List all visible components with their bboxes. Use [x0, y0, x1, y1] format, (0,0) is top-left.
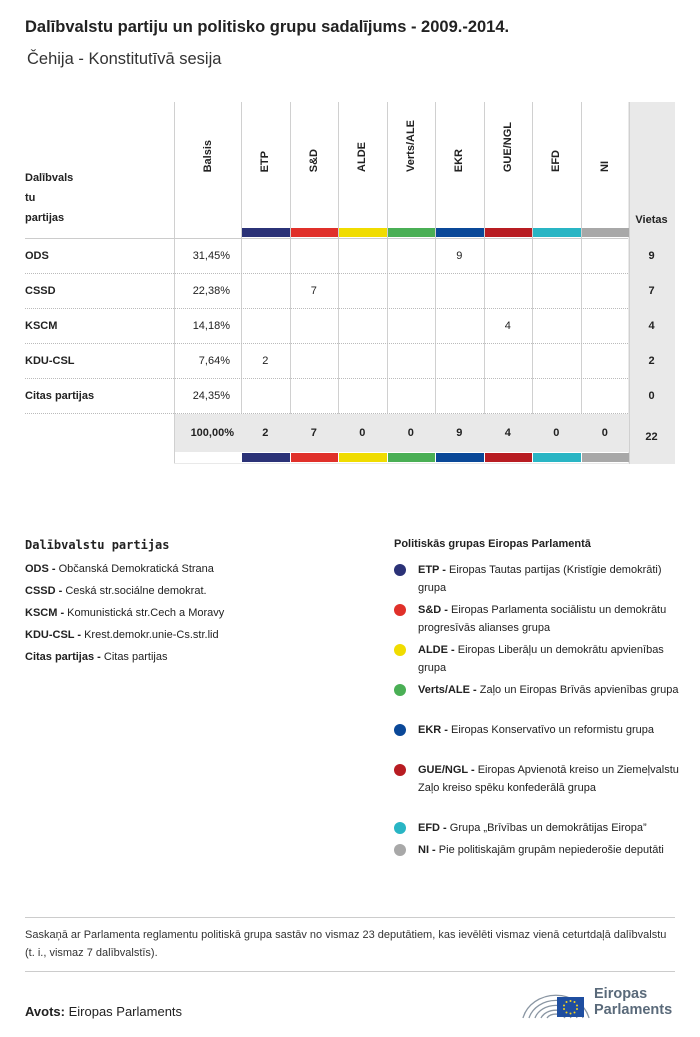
party-name: KSCM — [25, 320, 58, 332]
group-column-header — [484, 102, 533, 232]
group-color-bar — [582, 453, 630, 462]
party-code: KDU-CSL - — [25, 629, 82, 641]
seat-total: 4 — [648, 320, 655, 332]
seat-cell: 4 — [504, 320, 511, 332]
party-legend-item — [25, 607, 224, 619]
group-legend-text — [418, 601, 684, 637]
group-legend-item — [394, 601, 684, 637]
row-divider — [25, 378, 628, 379]
party-full-name: Komunistická str.Cech a Moravy — [67, 607, 225, 619]
group-color-bar — [242, 453, 290, 462]
group-total: 0 — [553, 427, 560, 439]
group-color-bar — [388, 228, 436, 237]
group-legend-item — [394, 819, 684, 837]
group-color-bar — [388, 453, 436, 462]
group-legend-text — [418, 841, 684, 859]
party-code: ODS - — [25, 563, 56, 575]
seat-total: 9 — [648, 250, 655, 262]
group-code: S&D — [307, 148, 320, 172]
seat-cell: 2 — [262, 355, 269, 367]
group-color-dot — [394, 822, 406, 834]
party-code: Citas partijas - — [25, 651, 101, 663]
group-color-dot — [394, 564, 406, 576]
group-total: 2 — [262, 427, 269, 439]
vote-column-header: Balsis — [201, 139, 214, 172]
party-code: CSSD - — [25, 585, 63, 597]
party-full-name: Krest.demokr.unie-Cs.str.lid — [84, 629, 219, 641]
logo-wordmark: Eiropas Parlaments — [594, 986, 673, 1018]
group-color-dot — [394, 844, 406, 856]
group-full-name: Pie politiskajām grupām nepiederošie deputāti — [438, 844, 664, 856]
party-full-name: Ceská str.sociálne demokrat. — [65, 585, 207, 597]
seats-column-header: Vietas — [635, 214, 668, 226]
row-divider — [25, 238, 628, 239]
group-column-header — [435, 102, 484, 232]
group-color-bar — [291, 228, 339, 237]
group-full-name: Grupa „Brīvības un demokrātijas Eiropa” — [449, 822, 647, 834]
vote-share: 31,45% — [192, 250, 230, 262]
seat-cell: 7 — [310, 285, 317, 297]
row-divider — [25, 308, 628, 309]
row-divider — [25, 413, 628, 414]
group-total: 7 — [310, 427, 317, 439]
party-name: Citas partijas — [25, 390, 95, 402]
group-color-dot — [394, 764, 406, 776]
group-full-name: Eiropas Apvienotā kreiso un Ziemeļvalstu Zaļo kreiso spēku konfederālā grupa — [418, 764, 679, 794]
group-code: EFD - — [418, 822, 447, 834]
party-legend-item — [25, 651, 167, 663]
group-code: NI — [598, 161, 611, 172]
group-color-bar — [533, 453, 581, 462]
row-divider — [25, 273, 628, 274]
group-color-bar — [436, 453, 484, 462]
group-legend-text — [418, 561, 684, 597]
group-color-dot — [394, 724, 406, 736]
group-full-name: Zaļo un Eiropas Brīvās apvienības grupa — [479, 684, 679, 696]
divider — [25, 971, 675, 972]
vote-share: 22,38% — [192, 285, 230, 297]
group-column-header — [387, 102, 436, 232]
vote-share: 24,35% — [192, 390, 230, 402]
row-divider — [25, 343, 628, 344]
group-color-bar — [485, 228, 533, 237]
group-legend-item — [394, 561, 684, 597]
group-full-name: Eiropas Konservatīvo un reformistu grupa — [451, 724, 655, 736]
party-code: KSCM - — [25, 607, 65, 619]
group-code: EKR — [453, 148, 466, 172]
party-name: CSSD — [25, 285, 56, 297]
group-total: 0 — [601, 427, 608, 439]
group-total: 9 — [456, 427, 463, 439]
column-divider — [174, 102, 175, 464]
seats-grand-total: 22 — [645, 431, 658, 443]
group-color-dot — [394, 644, 406, 656]
group-full-name: Eiropas Tautas partijas (Kristīgie demokrāti) grupa — [418, 564, 662, 594]
group-color-bar — [582, 228, 630, 237]
group-code: ALDE — [356, 142, 369, 172]
group-column-header — [532, 102, 581, 232]
source-line: Avots: Eiropas Parlaments — [25, 1004, 183, 1019]
party-full-name: Citas partijas — [103, 651, 168, 663]
group-legend-text — [418, 681, 684, 699]
row-divider — [174, 463, 628, 464]
vote-share: 14,18% — [192, 320, 230, 332]
group-color-bar — [339, 453, 387, 462]
group-color-bar — [533, 228, 581, 237]
group-code: NI - — [418, 844, 436, 856]
group-code: GUE/NGL — [501, 121, 514, 172]
group-code: GUE/NGL - — [418, 764, 475, 776]
group-legend-text — [418, 641, 684, 677]
group-color-bar — [242, 228, 290, 237]
group-color-bar — [339, 228, 387, 237]
seat-total: 0 — [648, 390, 655, 402]
party-name: ODS — [25, 250, 49, 262]
group-code: S&D - — [418, 604, 448, 616]
party-legend-title: Dalībvalstu partijas — [25, 538, 170, 552]
seat-total: 7 — [648, 285, 655, 297]
party-legend-item — [25, 585, 207, 597]
results-table — [25, 102, 675, 464]
group-code: ETP - — [418, 564, 446, 576]
group-code: ALDE - — [418, 644, 455, 656]
divider — [25, 917, 675, 918]
party-name: KDU-CSL — [25, 355, 75, 367]
group-legend-text — [418, 721, 684, 739]
group-code: ETP — [259, 150, 272, 172]
group-color-bar — [485, 453, 533, 462]
party-legend-item — [25, 563, 214, 575]
group-color-bar — [291, 453, 339, 462]
group-color-dot — [394, 684, 406, 696]
group-legend-text — [418, 761, 684, 797]
group-code: EKR - — [418, 724, 448, 736]
group-legend-title: Politiskās grupas Eiropas Parlamentā — [394, 538, 591, 550]
group-total: 0 — [359, 427, 366, 439]
group-legend-item — [394, 761, 684, 797]
group-total: 4 — [504, 427, 511, 439]
page-title: Dalībvalstu partiju un politisko grupu sadalījums - 2009.-2014. — [25, 18, 510, 36]
party-full-name: Občanská Demokratická Strana — [58, 563, 214, 575]
party-legend-item — [25, 629, 219, 641]
group-full-name: Eiropas Parlamenta sociālistu un demokrātu progresīvās alianses grupa — [418, 604, 667, 634]
column-divider — [629, 102, 630, 464]
party-column-header: Dalībvals tu partijas — [25, 172, 74, 224]
group-code: Verts/ALE - — [418, 684, 477, 696]
group-color-dot — [394, 604, 406, 616]
vote-share: 7,64% — [198, 355, 230, 367]
seat-cell: 9 — [456, 250, 463, 262]
seat-total: 2 — [648, 355, 655, 367]
vote-total: 100,00% — [190, 427, 234, 439]
group-code: EFD — [550, 150, 563, 172]
rules-note: Saskaņā ar Parlamenta reglamentu politiskā grupa sastāv no vismaz 23 deputātiem, kas ievēlēti vismaz vienā ceturtdaļā dalībvalstu (t. i., vismaz 7 dalībvalstīs). — [25, 929, 667, 959]
seats-column-bg — [628, 102, 675, 464]
group-legend-item — [394, 841, 684, 859]
group-column-header — [338, 102, 387, 232]
group-column-header — [581, 102, 630, 232]
group-legend-item — [394, 641, 684, 677]
group-column-header — [290, 102, 339, 232]
group-full-name: Eiropas Liberāļu un demokrātu apvienības grupa — [418, 644, 664, 674]
group-legend-item — [394, 681, 684, 699]
group-column-header — [241, 102, 290, 232]
group-total: 0 — [407, 427, 414, 439]
group-legend-item — [394, 721, 684, 739]
group-color-bar — [436, 228, 484, 237]
group-legend-text — [418, 819, 684, 837]
group-code: Verts/ALE — [404, 120, 417, 172]
page-subtitle: Čehija - Konstitutīvā sesija — [27, 50, 222, 68]
